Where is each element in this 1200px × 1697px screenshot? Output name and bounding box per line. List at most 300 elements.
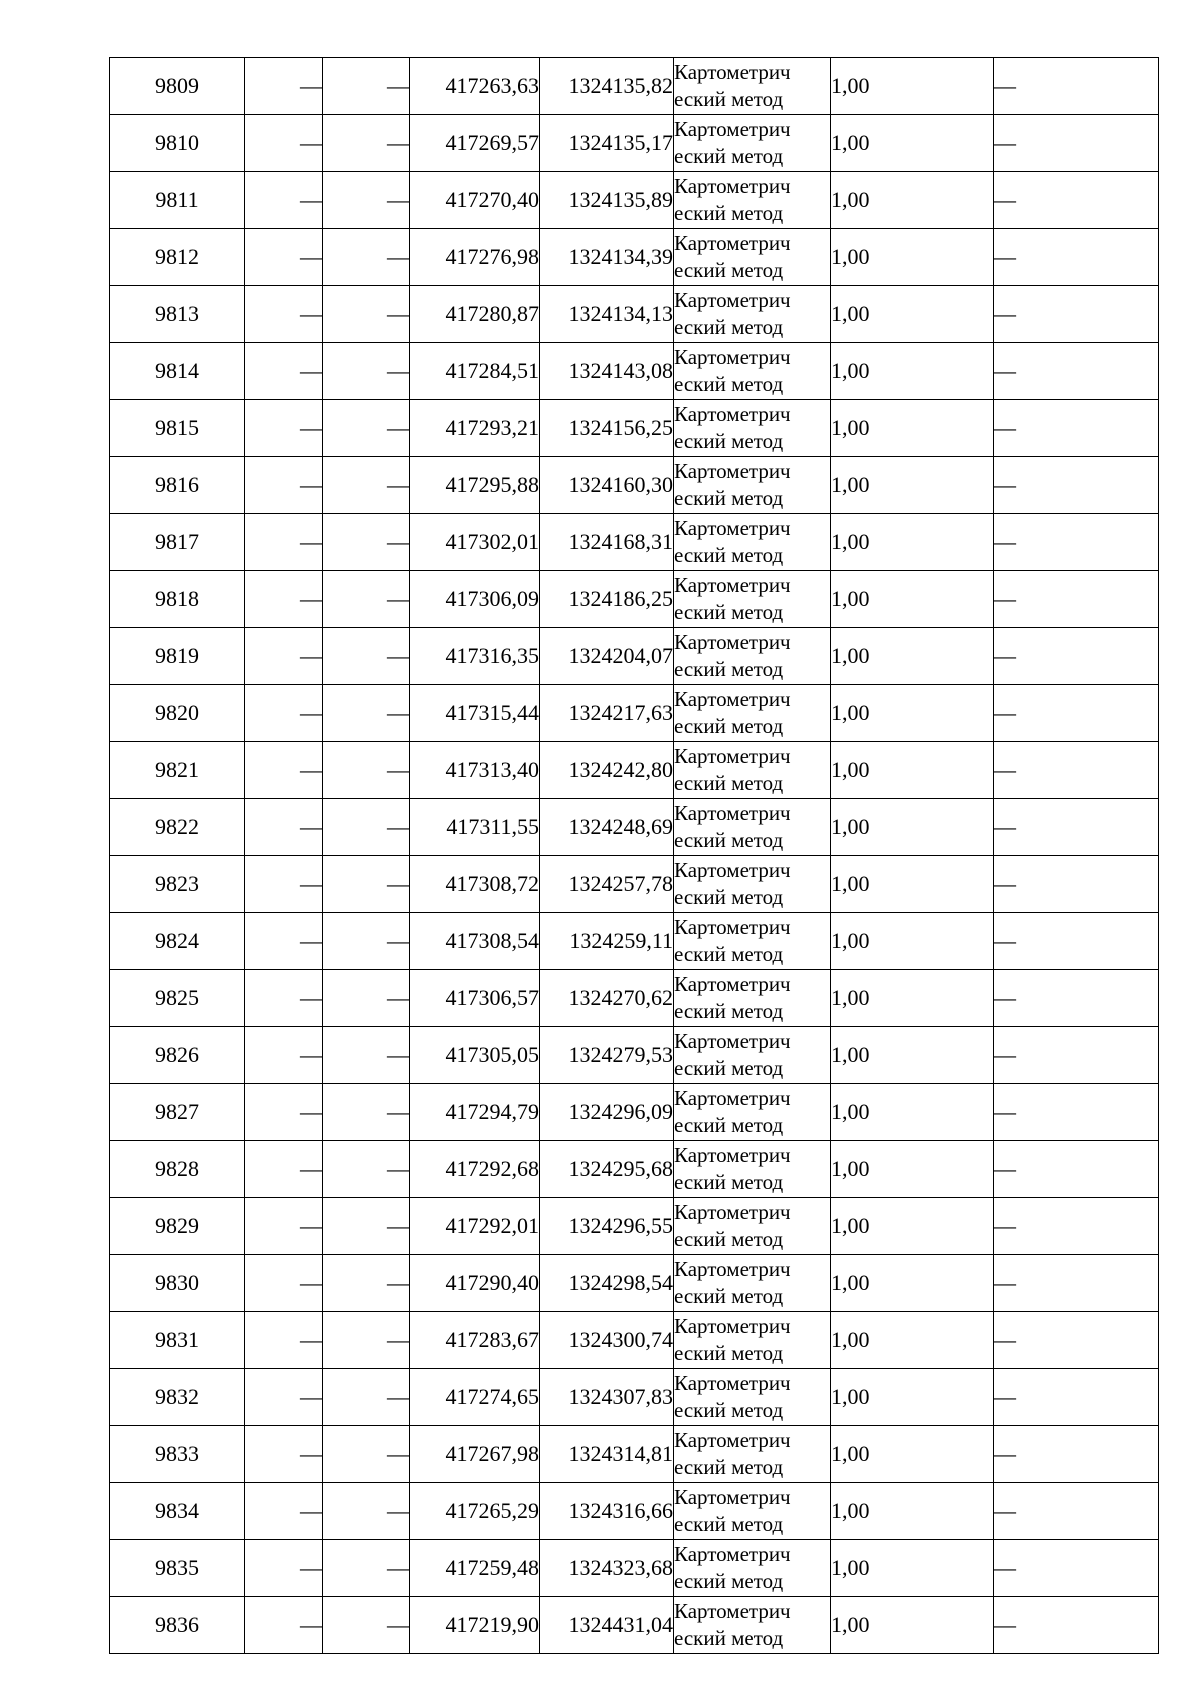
method-text-line: Картометрич	[674, 231, 791, 255]
accuracy-cell: 1,00	[831, 514, 994, 571]
y-coordinate-cell: 1324217,63	[540, 685, 674, 742]
method-text-line: Картометрич	[674, 117, 791, 141]
method-text-line: еский метод	[674, 1455, 784, 1479]
x-coordinate-cell: 417305,05	[410, 1027, 540, 1084]
point-number-cell: 9825	[110, 970, 245, 1027]
method-text-line: еский метод	[674, 657, 784, 681]
col3-cell: —	[323, 457, 410, 514]
method-cell	[674, 913, 831, 970]
method-text-line: Картометрич	[674, 915, 791, 939]
point-number-cell: 9836	[110, 1597, 245, 1654]
method-cell	[674, 799, 831, 856]
last-column-cell: —	[994, 856, 1159, 913]
col3-cell: —	[323, 1084, 410, 1141]
method-text-line: Картометрич	[674, 1029, 791, 1053]
col2-cell: —	[245, 1255, 323, 1312]
col2-cell: —	[245, 229, 323, 286]
y-coordinate-cell: 1324156,25	[540, 400, 674, 457]
method-cell	[674, 343, 831, 400]
method-text-line: Картометрич	[674, 459, 791, 483]
y-coordinate-cell: 1324257,78	[540, 856, 674, 913]
y-coordinate-cell: 1324248,69	[540, 799, 674, 856]
col2-cell: —	[245, 400, 323, 457]
accuracy-cell: 1,00	[831, 1027, 994, 1084]
col2-cell: —	[245, 1027, 323, 1084]
method-text-line: Картометрич	[674, 1599, 791, 1623]
method-text-line: Картометрич	[674, 630, 791, 654]
col3-cell: —	[323, 742, 410, 799]
method-text-line: Картометрич	[674, 1314, 791, 1338]
method-cell	[674, 1483, 831, 1540]
method-cell	[674, 571, 831, 628]
table-row	[110, 799, 1159, 856]
x-coordinate-cell: 417313,40	[410, 742, 540, 799]
y-coordinate-cell: 1324168,31	[540, 514, 674, 571]
col2-cell: —	[245, 1312, 323, 1369]
col3-cell: —	[323, 571, 410, 628]
last-column-cell: —	[994, 1084, 1159, 1141]
table-row	[110, 1141, 1159, 1198]
accuracy-cell: 1,00	[831, 400, 994, 457]
x-coordinate-cell: 417263,63	[410, 58, 540, 115]
table-row	[110, 172, 1159, 229]
table-row	[110, 1597, 1159, 1654]
y-coordinate-cell: 1324295,68	[540, 1141, 674, 1198]
col3-cell: —	[323, 514, 410, 571]
method-text-line: Картометрич	[674, 744, 791, 768]
accuracy-cell: 1,00	[831, 1369, 994, 1426]
col2-cell: —	[245, 343, 323, 400]
x-coordinate-cell: 417292,01	[410, 1198, 540, 1255]
col2-cell: —	[245, 799, 323, 856]
x-coordinate-cell: 417311,55	[410, 799, 540, 856]
method-cell	[674, 1141, 831, 1198]
col3-cell: —	[323, 1483, 410, 1540]
method-text-line: еский метод	[674, 1341, 784, 1365]
method-cell	[674, 970, 831, 1027]
y-coordinate-cell: 1324307,83	[540, 1369, 674, 1426]
accuracy-cell: 1,00	[831, 172, 994, 229]
method-text-line: еский метод	[674, 87, 784, 111]
accuracy-cell: 1,00	[831, 1540, 994, 1597]
point-number-cell: 9809	[110, 58, 245, 115]
point-number-cell: 9834	[110, 1483, 245, 1540]
method-text-line: Картометрич	[674, 1485, 791, 1509]
point-number-cell: 9816	[110, 457, 245, 514]
x-coordinate-cell: 417306,57	[410, 970, 540, 1027]
y-coordinate-cell: 1324314,81	[540, 1426, 674, 1483]
method-cell	[674, 1255, 831, 1312]
x-coordinate-cell: 417219,90	[410, 1597, 540, 1654]
col3-cell: —	[323, 115, 410, 172]
method-text-line: еский метод	[674, 1227, 784, 1251]
method-cell	[674, 742, 831, 799]
col3-cell: —	[323, 1027, 410, 1084]
y-coordinate-cell: 1324298,54	[540, 1255, 674, 1312]
method-text-line: Картометрич	[674, 1086, 791, 1110]
method-cell	[674, 172, 831, 229]
method-text-line: Картометрич	[674, 516, 791, 540]
point-number-cell: 9830	[110, 1255, 245, 1312]
method-text-line: еский метод	[674, 315, 784, 339]
point-number-cell: 9812	[110, 229, 245, 286]
x-coordinate-cell: 417302,01	[410, 514, 540, 571]
y-coordinate-cell: 1324143,08	[540, 343, 674, 400]
table-row	[110, 1369, 1159, 1426]
last-column-cell: —	[994, 685, 1159, 742]
col3-cell: —	[323, 913, 410, 970]
table-row	[110, 1198, 1159, 1255]
last-column-cell: —	[994, 1597, 1159, 1654]
point-number-cell: 9811	[110, 172, 245, 229]
table-row	[110, 457, 1159, 514]
last-column-cell: —	[994, 1426, 1159, 1483]
y-coordinate-cell: 1324242,80	[540, 742, 674, 799]
method-text-line: еский метод	[674, 828, 784, 852]
table-row	[110, 400, 1159, 457]
x-coordinate-cell: 417265,29	[410, 1483, 540, 1540]
col2-cell: —	[245, 115, 323, 172]
accuracy-cell: 1,00	[831, 742, 994, 799]
method-cell	[674, 1198, 831, 1255]
point-number-cell: 9820	[110, 685, 245, 742]
method-cell	[674, 1312, 831, 1369]
x-coordinate-cell: 417269,57	[410, 115, 540, 172]
table-row	[110, 1540, 1159, 1597]
point-number-cell: 9824	[110, 913, 245, 970]
method-cell	[674, 229, 831, 286]
method-text-line: Картометрич	[674, 60, 791, 84]
method-cell	[674, 457, 831, 514]
x-coordinate-cell: 417276,98	[410, 229, 540, 286]
method-text-line: еский метод	[674, 1056, 784, 1080]
point-number-cell: 9826	[110, 1027, 245, 1084]
last-column-cell: —	[994, 1540, 1159, 1597]
table-row	[110, 913, 1159, 970]
last-column-cell: —	[994, 1255, 1159, 1312]
x-coordinate-cell: 417316,35	[410, 628, 540, 685]
point-number-cell: 9813	[110, 286, 245, 343]
accuracy-cell: 1,00	[831, 115, 994, 172]
method-cell	[674, 58, 831, 115]
point-number-cell: 9819	[110, 628, 245, 685]
table-row	[110, 970, 1159, 1027]
method-text-line: еский метод	[674, 1170, 784, 1194]
method-cell	[674, 1027, 831, 1084]
last-column-cell: —	[994, 1312, 1159, 1369]
method-text-line: еский метод	[674, 543, 784, 567]
method-cell	[674, 400, 831, 457]
method-cell	[674, 115, 831, 172]
accuracy-cell: 1,00	[831, 1198, 994, 1255]
y-coordinate-cell: 1324323,68	[540, 1540, 674, 1597]
method-text-line: еский метод	[674, 144, 784, 168]
accuracy-cell: 1,00	[831, 856, 994, 913]
accuracy-cell: 1,00	[831, 685, 994, 742]
col2-cell: —	[245, 58, 323, 115]
point-number-cell: 9815	[110, 400, 245, 457]
last-column-cell: —	[994, 115, 1159, 172]
col2-cell: —	[245, 1540, 323, 1597]
last-column-cell: —	[994, 799, 1159, 856]
table-row	[110, 229, 1159, 286]
method-text-line: еский метод	[674, 1113, 784, 1137]
last-column-cell: —	[994, 913, 1159, 970]
point-number-cell: 9822	[110, 799, 245, 856]
y-coordinate-cell: 1324300,74	[540, 1312, 674, 1369]
method-cell	[674, 1597, 831, 1654]
y-coordinate-cell: 1324135,82	[540, 58, 674, 115]
method-text-line: Картометрич	[674, 573, 791, 597]
x-coordinate-cell: 417308,72	[410, 856, 540, 913]
point-number-cell: 9829	[110, 1198, 245, 1255]
method-text-line: Картометрич	[674, 345, 791, 369]
accuracy-cell: 1,00	[831, 628, 994, 685]
x-coordinate-cell: 417295,88	[410, 457, 540, 514]
col2-cell: —	[245, 685, 323, 742]
col3-cell: —	[323, 970, 410, 1027]
point-number-cell: 9833	[110, 1426, 245, 1483]
table-row	[110, 856, 1159, 913]
accuracy-cell: 1,00	[831, 799, 994, 856]
table-row	[110, 514, 1159, 571]
table-row	[110, 685, 1159, 742]
method-cell	[674, 685, 831, 742]
y-coordinate-cell: 1324160,30	[540, 457, 674, 514]
last-column-cell: —	[994, 571, 1159, 628]
table-row	[110, 343, 1159, 400]
y-coordinate-cell: 1324259,11	[540, 913, 674, 970]
last-column-cell: —	[994, 970, 1159, 1027]
method-text-line: еский метод	[674, 942, 784, 966]
col3-cell: —	[323, 286, 410, 343]
last-column-cell: —	[994, 1027, 1159, 1084]
method-text-line: еский метод	[674, 771, 784, 795]
col3-cell: —	[323, 856, 410, 913]
table-row	[110, 1084, 1159, 1141]
accuracy-cell: 1,00	[831, 1255, 994, 1312]
accuracy-cell: 1,00	[831, 1483, 994, 1540]
accuracy-cell: 1,00	[831, 970, 994, 1027]
y-coordinate-cell: 1324186,25	[540, 571, 674, 628]
col2-cell: —	[245, 514, 323, 571]
last-column-cell: —	[994, 172, 1159, 229]
method-cell	[674, 514, 831, 571]
col3-cell: —	[323, 1255, 410, 1312]
method-text-line: еский метод	[674, 258, 784, 282]
col3-cell: —	[323, 58, 410, 115]
accuracy-cell: 1,00	[831, 229, 994, 286]
col2-cell: —	[245, 913, 323, 970]
col3-cell: —	[323, 343, 410, 400]
point-number-cell: 9832	[110, 1369, 245, 1426]
x-coordinate-cell: 417315,44	[410, 685, 540, 742]
y-coordinate-cell: 1324134,39	[540, 229, 674, 286]
y-coordinate-cell: 1324204,07	[540, 628, 674, 685]
col3-cell: —	[323, 1312, 410, 1369]
col3-cell: —	[323, 1540, 410, 1597]
col2-cell: —	[245, 742, 323, 799]
table-row	[110, 1255, 1159, 1312]
last-column-cell: —	[994, 514, 1159, 571]
point-number-cell: 9818	[110, 571, 245, 628]
method-text-line: Картометрич	[674, 972, 791, 996]
col3-cell: —	[323, 685, 410, 742]
point-number-cell: 9823	[110, 856, 245, 913]
accuracy-cell: 1,00	[831, 58, 994, 115]
accuracy-cell: 1,00	[831, 457, 994, 514]
method-text-line: еский метод	[674, 1569, 784, 1593]
table-row	[110, 571, 1159, 628]
col2-cell: —	[245, 571, 323, 628]
method-text-line: еский метод	[674, 1398, 784, 1422]
col2-cell: —	[245, 1597, 323, 1654]
method-cell	[674, 856, 831, 913]
col3-cell: —	[323, 1426, 410, 1483]
x-coordinate-cell: 417308,54	[410, 913, 540, 970]
table-row	[110, 1312, 1159, 1369]
x-coordinate-cell: 417270,40	[410, 172, 540, 229]
col2-cell: —	[245, 1426, 323, 1483]
method-text-line: еский метод	[674, 486, 784, 510]
method-text-line: Картометрич	[674, 801, 791, 825]
x-coordinate-cell: 417293,21	[410, 400, 540, 457]
accuracy-cell: 1,00	[831, 571, 994, 628]
table-row	[110, 1426, 1159, 1483]
x-coordinate-cell: 417306,09	[410, 571, 540, 628]
point-number-cell: 9810	[110, 115, 245, 172]
point-number-cell: 9814	[110, 343, 245, 400]
method-text-line: еский метод	[674, 885, 784, 909]
method-cell	[674, 1084, 831, 1141]
y-coordinate-cell: 1324135,89	[540, 172, 674, 229]
x-coordinate-cell: 417290,40	[410, 1255, 540, 1312]
col2-cell: —	[245, 1198, 323, 1255]
method-text-line: Картометрич	[674, 1428, 791, 1452]
col3-cell: —	[323, 172, 410, 229]
method-text-line: Картометрич	[674, 1371, 791, 1395]
method-text-line: Картометрич	[674, 402, 791, 426]
last-column-cell: —	[994, 628, 1159, 685]
method-text-line: еский метод	[674, 1626, 784, 1650]
method-text-line: Картометрич	[674, 1542, 791, 1566]
method-text-line: еский метод	[674, 372, 784, 396]
table-row	[110, 1483, 1159, 1540]
method-text-line: Картометрич	[674, 687, 791, 711]
y-coordinate-cell: 1324431,04	[540, 1597, 674, 1654]
method-text-line: Картометрич	[674, 1143, 791, 1167]
method-cell	[674, 286, 831, 343]
col2-cell: —	[245, 286, 323, 343]
last-column-cell: —	[994, 1198, 1159, 1255]
point-number-cell: 9828	[110, 1141, 245, 1198]
last-column-cell: —	[994, 400, 1159, 457]
method-text-line: еский метод	[674, 600, 784, 624]
table-row	[110, 115, 1159, 172]
accuracy-cell: 1,00	[831, 1084, 994, 1141]
last-column-cell: —	[994, 286, 1159, 343]
method-cell	[674, 628, 831, 685]
x-coordinate-cell: 417280,87	[410, 286, 540, 343]
col3-cell: —	[323, 1597, 410, 1654]
col3-cell: —	[323, 1198, 410, 1255]
col2-cell: —	[245, 1483, 323, 1540]
x-coordinate-cell: 417267,98	[410, 1426, 540, 1483]
x-coordinate-cell: 417294,79	[410, 1084, 540, 1141]
x-coordinate-cell: 417274,65	[410, 1369, 540, 1426]
last-column-cell: —	[994, 1141, 1159, 1198]
accuracy-cell: 1,00	[831, 343, 994, 400]
col2-cell: —	[245, 856, 323, 913]
point-number-cell: 9831	[110, 1312, 245, 1369]
method-cell	[674, 1540, 831, 1597]
accuracy-cell: 1,00	[831, 1312, 994, 1369]
method-text-line: еский метод	[674, 201, 784, 225]
col2-cell: —	[245, 970, 323, 1027]
col3-cell: —	[323, 1369, 410, 1426]
x-coordinate-cell: 417284,51	[410, 343, 540, 400]
accuracy-cell: 1,00	[831, 1597, 994, 1654]
y-coordinate-cell: 1324134,13	[540, 286, 674, 343]
method-text-line: Картометрич	[674, 858, 791, 882]
table-row	[110, 58, 1159, 115]
y-coordinate-cell: 1324270,62	[540, 970, 674, 1027]
last-column-cell: —	[994, 742, 1159, 799]
accuracy-cell: 1,00	[831, 1141, 994, 1198]
point-number-cell: 9835	[110, 1540, 245, 1597]
col3-cell: —	[323, 400, 410, 457]
y-coordinate-cell: 1324279,53	[540, 1027, 674, 1084]
y-coordinate-cell: 1324316,66	[540, 1483, 674, 1540]
point-number-cell: 9827	[110, 1084, 245, 1141]
col2-cell: —	[245, 628, 323, 685]
method-text-line: Картометрич	[674, 1257, 791, 1281]
method-cell	[674, 1369, 831, 1426]
y-coordinate-cell: 1324135,17	[540, 115, 674, 172]
method-text-line: еский метод	[674, 999, 784, 1023]
col3-cell: —	[323, 628, 410, 685]
last-column-cell: —	[994, 343, 1159, 400]
method-cell	[674, 1426, 831, 1483]
col3-cell: —	[323, 799, 410, 856]
method-text-line: еский метод	[674, 1512, 784, 1536]
col2-cell: —	[245, 1141, 323, 1198]
x-coordinate-cell: 417259,48	[410, 1540, 540, 1597]
y-coordinate-cell: 1324296,09	[540, 1084, 674, 1141]
last-column-cell: —	[994, 1483, 1159, 1540]
accuracy-cell: 1,00	[831, 286, 994, 343]
col2-cell: —	[245, 1084, 323, 1141]
table-row	[110, 286, 1159, 343]
table-row	[110, 742, 1159, 799]
col2-cell: —	[245, 457, 323, 514]
col3-cell: —	[323, 229, 410, 286]
method-text-line: еский метод	[674, 714, 784, 738]
last-column-cell: —	[994, 1369, 1159, 1426]
col2-cell: —	[245, 1369, 323, 1426]
point-number-cell: 9821	[110, 742, 245, 799]
accuracy-cell: 1,00	[831, 913, 994, 970]
table-body	[110, 58, 1159, 1654]
last-column-cell: —	[994, 229, 1159, 286]
col3-cell: —	[323, 1141, 410, 1198]
x-coordinate-cell: 417283,67	[410, 1312, 540, 1369]
point-number-cell: 9817	[110, 514, 245, 571]
method-text-line: еский метод	[674, 429, 784, 453]
method-text-line: Картометрич	[674, 1200, 791, 1224]
method-text-line: еский метод	[674, 1284, 784, 1308]
last-column-cell: —	[994, 457, 1159, 514]
